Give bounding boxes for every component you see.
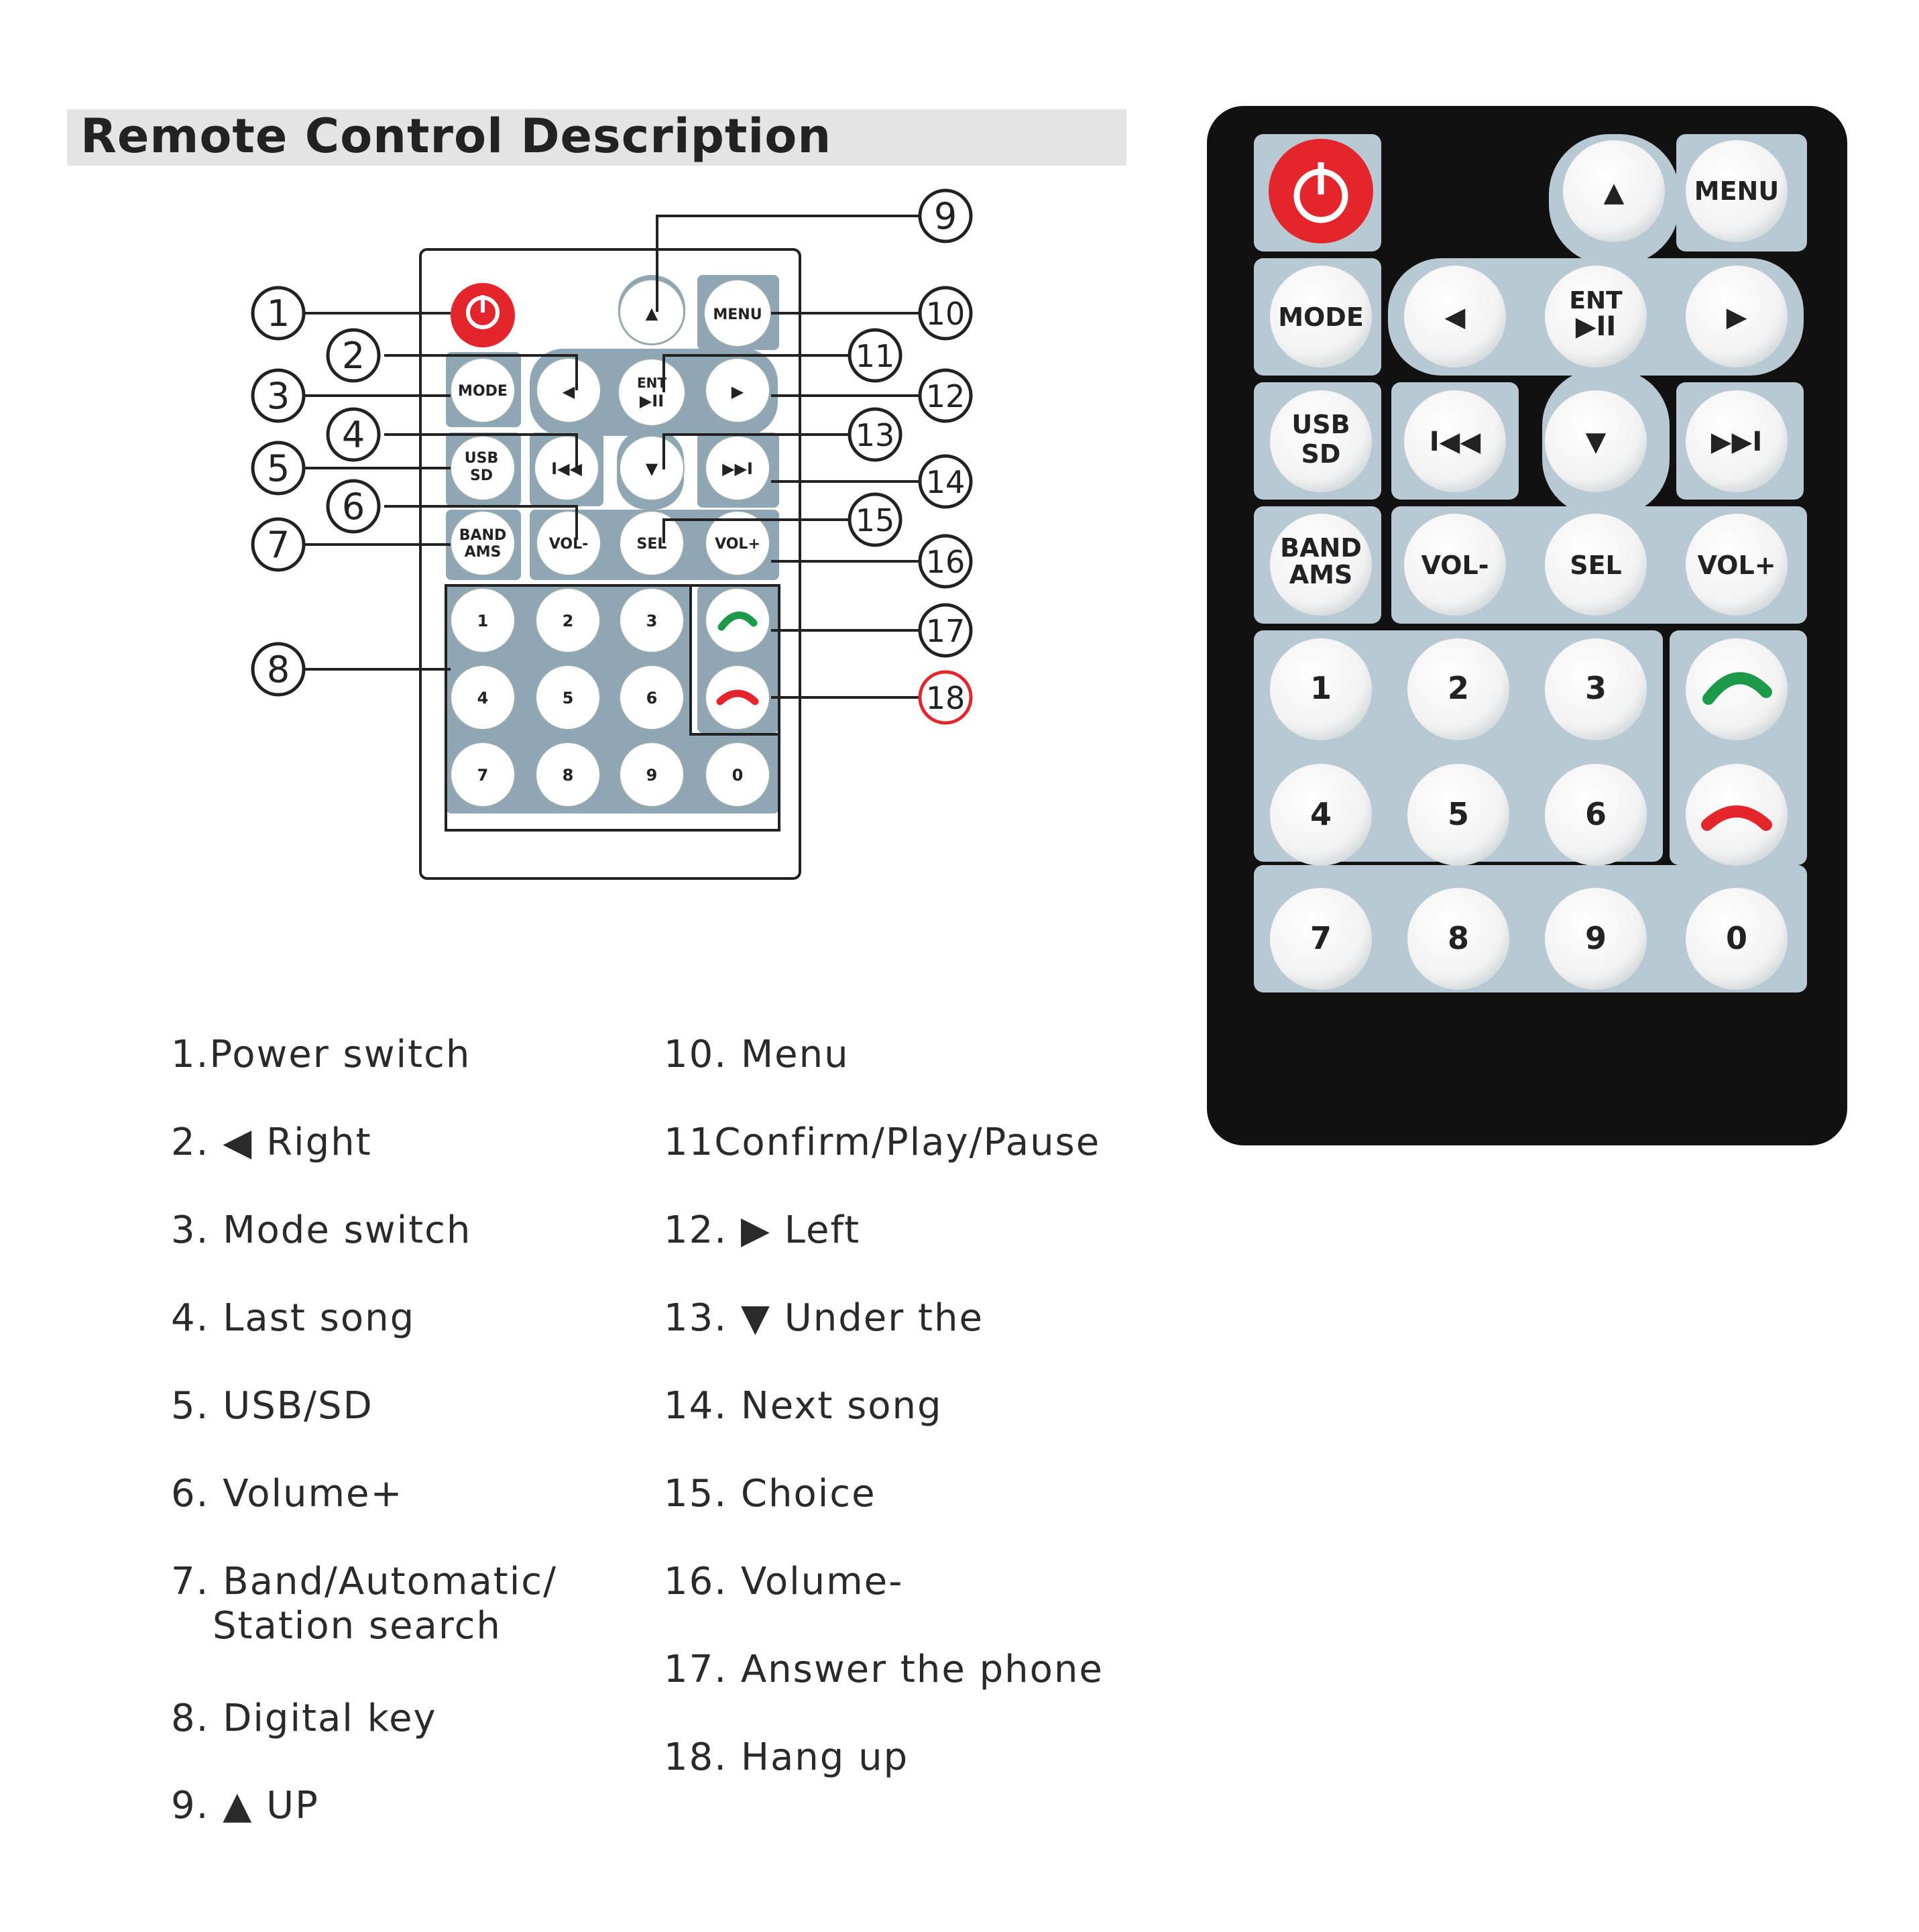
desc-item-8: 8. Digital key xyxy=(171,1697,437,1740)
svg-text:▼: ▼ xyxy=(645,459,658,478)
svg-text:14: 14 xyxy=(925,464,966,500)
svg-text:1: 1 xyxy=(1310,670,1332,706)
desc-item-14: 14. Next song xyxy=(664,1384,943,1428)
svg-text:3: 3 xyxy=(646,612,658,630)
svg-text:USB: USB xyxy=(1291,410,1350,439)
svg-text:I◀◀: I◀◀ xyxy=(1429,427,1481,457)
svg-text:7: 7 xyxy=(477,766,489,785)
svg-text:AMS: AMS xyxy=(464,544,502,561)
svg-text:1: 1 xyxy=(266,292,290,335)
svg-text:▶▶I: ▶▶I xyxy=(722,459,753,478)
desc-item-18: 18. Hang up xyxy=(664,1736,909,1779)
desc-item-17: 17. Answer the phone xyxy=(664,1648,1104,1691)
svg-text:8: 8 xyxy=(562,766,574,785)
desc-item-6: 6. Volume+ xyxy=(171,1472,404,1516)
svg-text:SEL: SEL xyxy=(1570,551,1622,580)
svg-text:▼: ▼ xyxy=(1585,427,1607,457)
svg-text:4: 4 xyxy=(477,689,489,707)
svg-text:17: 17 xyxy=(925,613,966,649)
svg-text:I◀◀: I◀◀ xyxy=(551,459,582,478)
svg-text:VOL-: VOL- xyxy=(548,536,589,553)
desc-item-1: 1.Power switch xyxy=(171,1033,471,1076)
page-title: Remote Control Description xyxy=(80,109,832,164)
svg-text:0: 0 xyxy=(732,766,744,785)
svg-text:11: 11 xyxy=(855,338,895,374)
svg-text:8: 8 xyxy=(1447,920,1470,956)
diagram-answer-button xyxy=(705,588,770,652)
svg-text:SD: SD xyxy=(469,467,493,484)
svg-text:3: 3 xyxy=(266,375,290,417)
svg-text:▲: ▲ xyxy=(1603,177,1625,208)
svg-text:16: 16 xyxy=(925,544,966,580)
svg-text:▶▶I: ▶▶I xyxy=(1710,427,1763,457)
svg-text:ENT: ENT xyxy=(1569,287,1623,315)
remote-photo xyxy=(1200,101,1871,1153)
svg-text:6: 6 xyxy=(1584,796,1607,832)
svg-text:MENU: MENU xyxy=(1694,176,1780,206)
svg-text:6: 6 xyxy=(646,689,658,707)
desc-item-10: 10. Menu xyxy=(664,1033,850,1076)
svg-text:3: 3 xyxy=(1584,670,1607,706)
svg-text:VOL-: VOL- xyxy=(1421,551,1489,580)
svg-text:10: 10 xyxy=(925,296,966,332)
svg-text:13: 13 xyxy=(855,417,895,453)
svg-text:MENU: MENU xyxy=(713,306,762,323)
desc-item-12: 12. ▶ Left xyxy=(664,1208,861,1252)
svg-text:4: 4 xyxy=(341,414,365,456)
remote-diagram xyxy=(0,0,1140,939)
svg-text:SD: SD xyxy=(1301,439,1341,469)
svg-text:▶: ▶ xyxy=(731,382,744,401)
svg-text:2: 2 xyxy=(562,612,574,630)
svg-text:5: 5 xyxy=(562,689,574,707)
svg-text:9: 9 xyxy=(646,766,658,785)
svg-text:2: 2 xyxy=(1447,670,1470,706)
svg-text:▶II: ▶II xyxy=(639,392,664,410)
svg-text:7: 7 xyxy=(266,524,290,566)
svg-text:18: 18 xyxy=(925,680,966,716)
svg-text:◀: ◀ xyxy=(1444,302,1466,333)
desc-item-13: 13. ▼ Under the xyxy=(664,1296,984,1340)
desc-item-2: 2. ◀ Right xyxy=(171,1121,372,1164)
desc-item-7: 7. Band/Automatic/ xyxy=(171,1560,557,1603)
svg-text:MODE: MODE xyxy=(458,383,508,400)
svg-text:1: 1 xyxy=(477,612,489,630)
svg-text:VOL+: VOL+ xyxy=(1697,551,1776,580)
svg-text:BAND: BAND xyxy=(1280,533,1362,563)
desc-item-9: 9. ▲ UP xyxy=(171,1784,319,1827)
svg-text:2: 2 xyxy=(341,335,365,377)
svg-text:8: 8 xyxy=(266,648,290,691)
svg-text:BAND: BAND xyxy=(459,527,507,544)
svg-text:9: 9 xyxy=(933,195,957,237)
desc-item-3: 3. Mode switch xyxy=(171,1208,472,1252)
svg-text:5: 5 xyxy=(1447,796,1470,832)
svg-text:9: 9 xyxy=(1584,920,1607,956)
svg-text:15: 15 xyxy=(855,502,895,538)
photo-answer-button xyxy=(1686,638,1788,740)
svg-text:7: 7 xyxy=(1310,920,1332,956)
svg-text:0: 0 xyxy=(1725,920,1748,956)
svg-text:▶II: ▶II xyxy=(1575,311,1617,342)
svg-text:ENT: ENT xyxy=(636,375,667,391)
desc-item-4: 4. Last song xyxy=(171,1296,416,1340)
svg-text:5: 5 xyxy=(266,447,290,490)
svg-text:4: 4 xyxy=(1310,796,1332,832)
desc-item-16: 16. Volume- xyxy=(664,1560,904,1603)
desc-item-7-line2: Station search xyxy=(213,1604,502,1648)
svg-text:▲: ▲ xyxy=(645,304,658,323)
desc-item-15: 15. Choice xyxy=(664,1472,876,1516)
diagram-hangup-button xyxy=(705,665,770,730)
svg-text:▶: ▶ xyxy=(1726,302,1747,333)
svg-text:AMS: AMS xyxy=(1289,560,1353,589)
svg-text:MODE: MODE xyxy=(1278,302,1364,332)
diagram-power-button xyxy=(451,283,515,347)
svg-text:◀: ◀ xyxy=(562,382,575,401)
svg-text:USB: USB xyxy=(464,450,499,467)
svg-text:SEL: SEL xyxy=(636,536,667,553)
svg-text:VOL+: VOL+ xyxy=(715,536,760,553)
desc-item-11: 11Confirm/Play/Pause xyxy=(664,1121,1101,1164)
desc-item-5: 5. USB/SD xyxy=(171,1384,373,1428)
svg-text:12: 12 xyxy=(925,378,966,414)
svg-text:6: 6 xyxy=(341,486,365,528)
